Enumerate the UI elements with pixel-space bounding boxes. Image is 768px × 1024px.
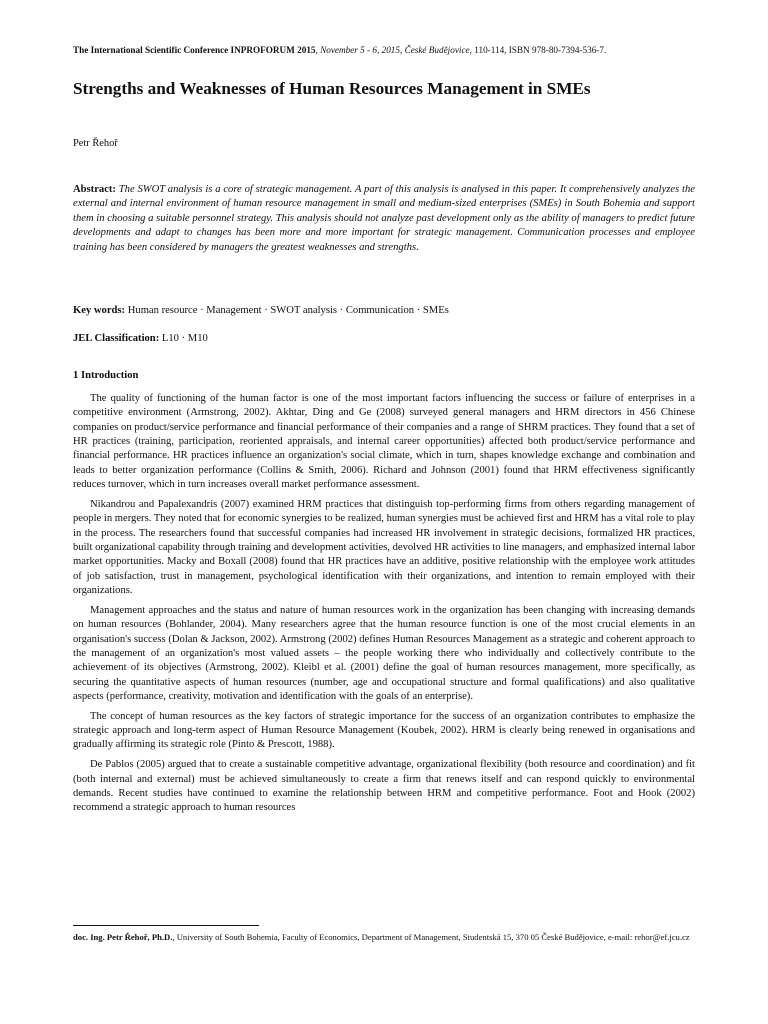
- jel-label: JEL Classification:: [73, 333, 160, 344]
- keywords: [73, 305, 449, 316]
- keywords-label: Key words:: [73, 305, 126, 316]
- conference-pages-isbn: , 110-114, ISBN 978-80-7394-536-7.: [469, 45, 607, 55]
- abstract: [73, 183, 695, 255]
- conference-dates: , November 5 - 6, 2015, České Budějovice: [315, 45, 470, 55]
- abstract-text: The SWOT analysis is a core of strategic management. A part of this analysis is analysed in this paper. It comprehensively analyzes the external and internal environment of human resource management in small and medium-sized enterprises (SMEs) in South Bohemia and support them in choosing a suitable personnel strategy. This analysis should not analyze past development only as the ability of managers to predict future developments and adapt to changes has been more and more important for strategic management. Communication processes and employee training has been considered by managers the greatest weaknesses and strengths: [73, 184, 695, 253]
- paragraph: The quality of functioning of the human factor is one of the most important factors influencing the success or failure of enterprises in a competitive environment (Armstrong, 2002). Akhtar, Ding and Ge (2008) surveyed general managers and HRM directors in 456 Chinese companies on product/service performance and financial performance of their companies and a range of SHRM practices. They found that a set of HR practices (training, participation, reoriented appraisals, and internal career opportunities) affected both product/service performance and financial performance. HR practices influence an organization's social climate, which in turn, shapes knowledge exchange and combination and leads to better organization performance (Collins & Smith, 2006). Richard and Johnson (2001) found that HRM effectiveness significantly reduces turnover, which in turn increases overall market performance assessment.: [73, 393, 695, 491]
- abstract-label: Abstract:: [73, 184, 116, 195]
- paragraph: De Pablos (2005) argued that to create a sustainable competitive advantage, organizational flexibility (both resource and coordination) and fit (both internal and external) must be achieved simultaneously to create a firm that renews itself and can respond quickly to environmental demands. Recent studies have continued to examine the relationship between HRM and competitive performance. Foot and Hook (2002) recommend a strategic approach to human resources: [73, 759, 695, 814]
- keywords-text: Human resource · Management · SWOT analysis · Communication · SMEs: [125, 305, 449, 316]
- running-header: [73, 44, 695, 56]
- abstract-end: .: [416, 241, 419, 253]
- conference-name: The International Scientific Conference INPROFORUM 2015: [73, 45, 316, 55]
- paragraph: The concept of human resources as the key factors of strategic importance for the success of an organization contributes to emphasize the strategic approach and long-term aspect of Human Resource Management (Koubek, 2002). HRM is clearly being renewed in organisations and gradually affirming its strategic role (Pinto & Prescott, 1988).: [73, 710, 695, 751]
- author-name: Petr Řehoř: [73, 138, 118, 149]
- paragraph: Management approaches and the status and nature of human resources work in the organization has been changing with increasing demands on human resources (Bohlander, 2004). Many researchers agree that the human resource function is one of the most crucial elements in an organisation's success (Dolan & Jackson, 2002). Armstrong (2002) defines Human Resources Management as a strategic and coherent approach to the management of an organization's most valued assets – the people working there who individually and collectively contribute to the achievement of its objectives (Armstrong, 2002). Kleibl et al. (2001) define the goal of human resources management, more specifically, as securing the quantitative aspects of human resources (number, age and occupational structure and formal qualifications) and also qualitative aspects (performance, creativity, motivation and identification with the goals of an enterprise).: [73, 604, 695, 702]
- footnote-author: doc. Ing. Petr Řehoř, Ph.D.: [73, 932, 173, 942]
- footnote-divider: [73, 925, 259, 926]
- footnote-affiliation: , University of South Bohemia, Faculty of Economics, Department of Management, Studentská 15, 370 05 České Budějovice, e-mail: rehor@ef.jcu.cz: [172, 932, 690, 942]
- body-text: [73, 392, 695, 821]
- footnote: [73, 932, 695, 943]
- section-heading: 1 Introduction: [73, 370, 139, 381]
- jel-text: L10 · M10: [159, 333, 208, 344]
- paragraph: Nikandrou and Papalexandris (2007) examined HRM practices that distinguish top-performing firms from others regarding management of people in mergers. They noted that for economic synergies to be realized, human synergies must be achieved first and HRM has a vital role to play in the process. The researchers found that successful companies had increased HR involvement in strategic decisions, formalized HR practices, built organizational capability through training and development activities, devolved HR activities to line managers, and emphasized internal labor market opportunities. Macky and Boxall (2008) found that HR practices have an additive, positive relationship with the employee work attitudes of job satisfaction, trust in management, psychological identification with their organizations, and intention to remain employed with their organizations.: [73, 498, 696, 596]
- jel-classification: [73, 333, 208, 344]
- paper-title: Strengths and Weaknesses of Human Resources Management in SMEs: [73, 79, 591, 98]
